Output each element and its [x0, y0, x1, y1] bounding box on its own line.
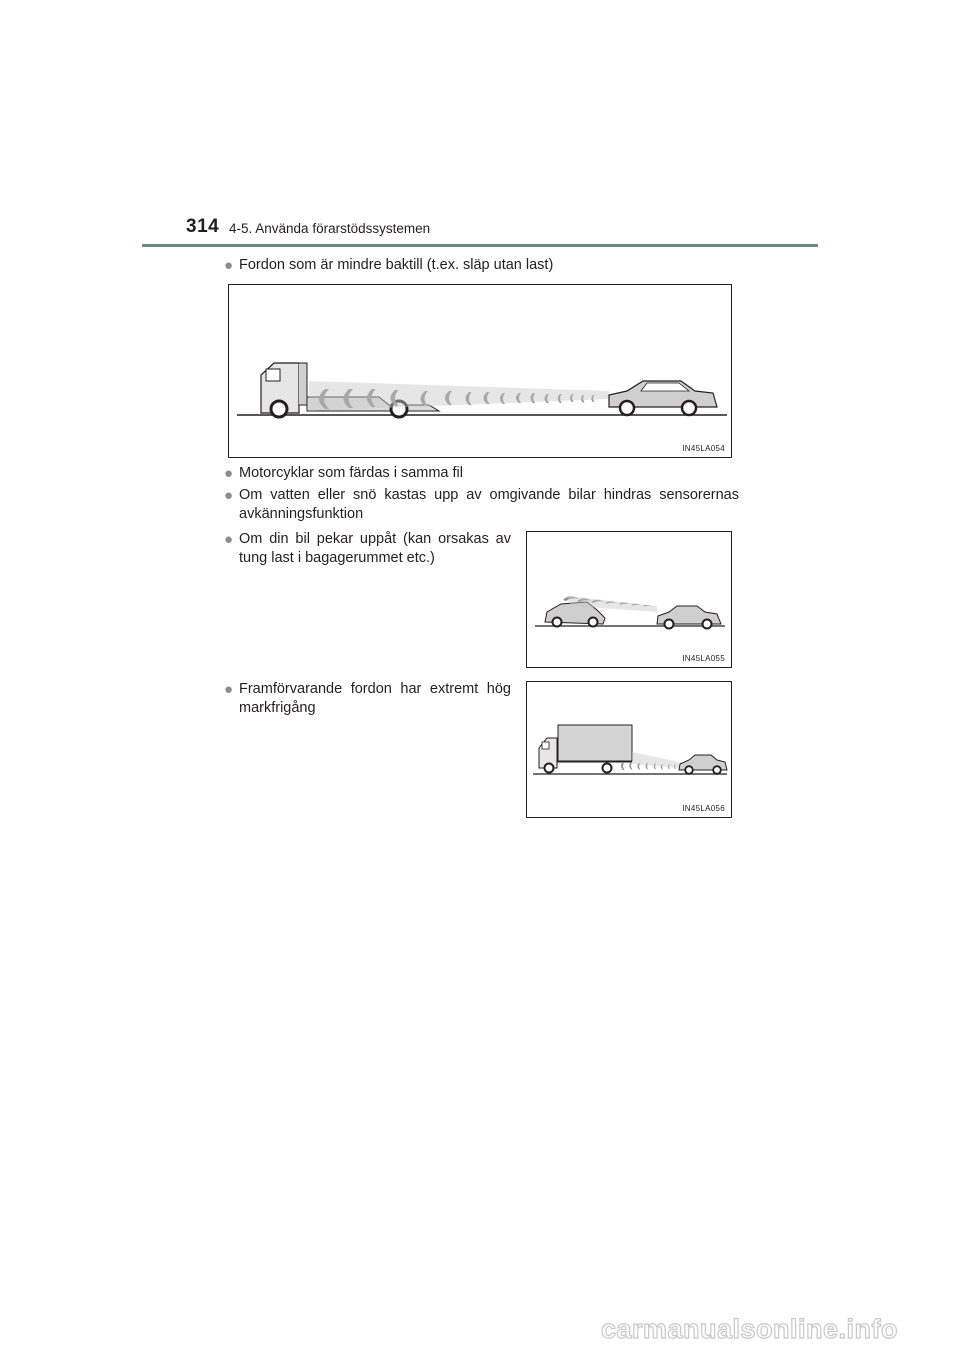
bullet-item	[224, 464, 739, 483]
figure-code: IN45LA055	[682, 654, 725, 663]
bullet-item	[224, 486, 739, 524]
car-pointing-up-illustration	[527, 532, 733, 669]
watermark-logo	[580, 1308, 900, 1348]
flatbed-truck-illustration	[229, 285, 733, 459]
bullet-dot-icon: ●	[224, 681, 234, 698]
bullet-dot-icon: ●	[224, 487, 234, 504]
figure-car-pointing-up	[526, 531, 732, 668]
section-title: 4-5. Använda förarstödssystemen	[229, 221, 431, 236]
page-number: 314	[186, 216, 220, 237]
header-rule	[142, 244, 818, 247]
figure-code: IN45LA056	[682, 804, 725, 813]
bullet-dot-icon: ●	[224, 531, 234, 548]
high-clearance-truck-illustration	[527, 682, 733, 819]
bullet-text: Framförvarande fordon har extremt hög markfrigång	[239, 681, 511, 716]
bullet-text: Motorcyklar som färdas i samma fil	[239, 465, 463, 481]
bullet-dot-icon: ●	[224, 257, 234, 274]
bullet-text: Om din bil pekar uppåt (kan orsakas av tung last i bagagerummet etc.)	[239, 531, 511, 566]
bullet-dot-icon: ●	[224, 465, 234, 482]
figure-high-clearance-truck	[526, 681, 732, 818]
watermark-text: carmanualsonline.info	[600, 1314, 898, 1344]
bullet-item	[224, 530, 511, 568]
bullet-item	[224, 256, 739, 275]
figure-code: IN45LA054	[682, 444, 725, 453]
bullet-text: Om vatten eller snö kastas upp av omgivande bilar hindras sensorernas avkänningsfunktion	[239, 487, 739, 522]
figure-flatbed-truck	[228, 284, 732, 458]
bullet-text: Fordon som är mindre baktill (t.ex. släp utan last)	[239, 257, 554, 273]
bullet-item	[224, 680, 511, 718]
